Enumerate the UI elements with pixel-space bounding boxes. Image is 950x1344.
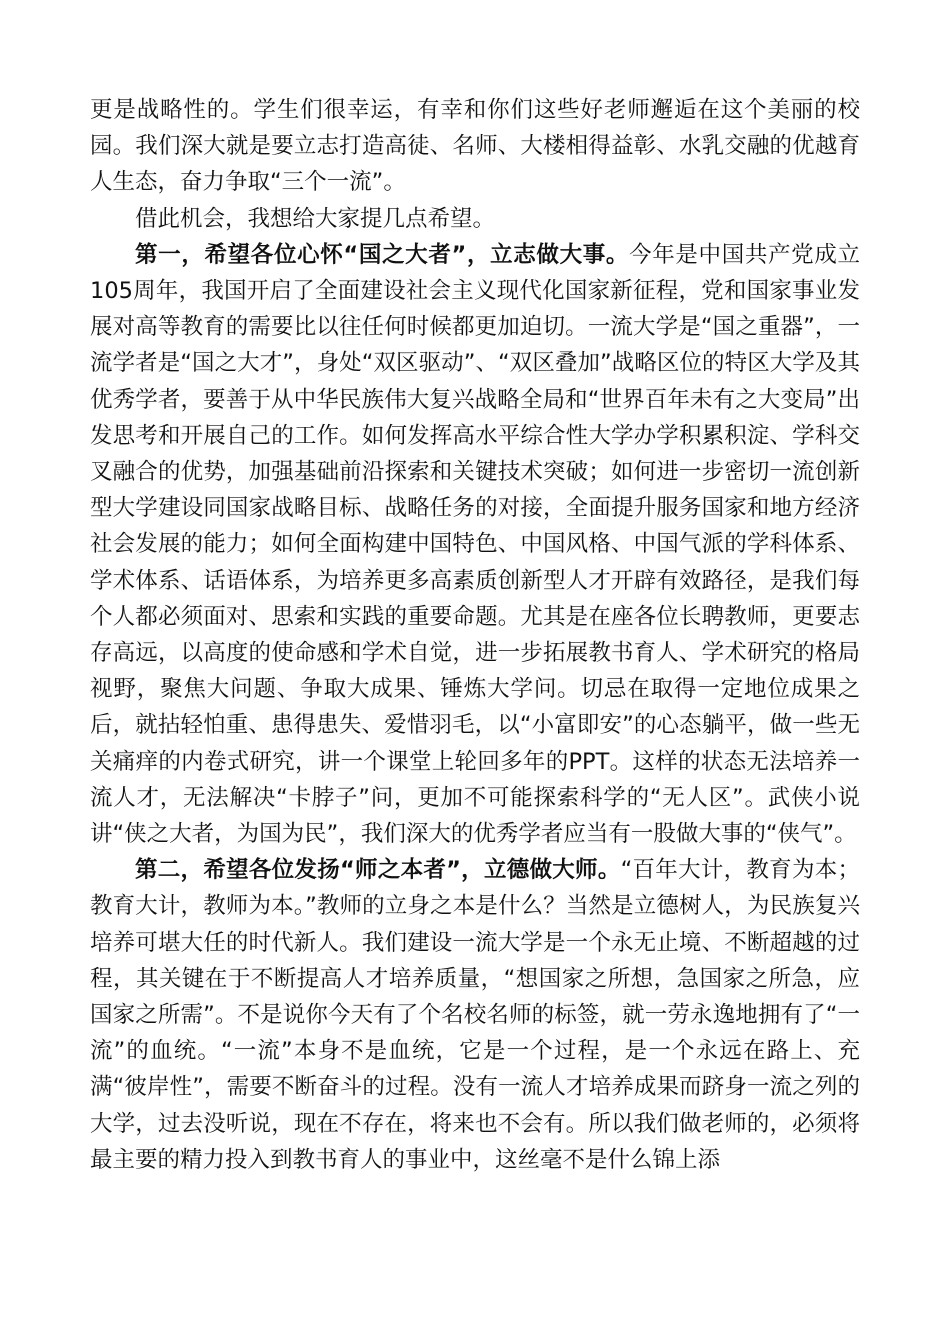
paragraph-1-text: 更是战略性的。学生们很幸运，有幸和你们这些好老师邂逅在这个美丽的校园。我们深大就是要立志打造高徒、名师、大楼相得益彰、水乳交融的优越育人生态，奋力争取“三个一流”。	[90, 97, 860, 196]
paragraph-4-heading: 第二，希望各位发扬“师之本者”，立德做大师。	[135, 857, 621, 884]
document-body	[90, 92, 860, 1178]
paragraph-1	[90, 92, 860, 201]
paragraph-3	[90, 237, 860, 852]
paragraph-3-text: 今年是中国共产党成立105周年，我国开启了全面建设社会主义现代化国家新征程，党和国家事业发展对高等教育的需要比以往任何时候都更加迫切。一流大学是“国之重器”，一流学者是“国之大才”，身处“双区驱动”、“双区叠加”战略区位的特区大学及其优秀学者，要善于从中华民族伟大复兴战略全局和“世界百年未有之大变局”出发思考和开展自己的工作。如何发挥高水平综合性大学办学积累积淀、学科交叉融合的优势，加强基础前沿探索和关键技术突破；如何进一步密切一流创新型大学建设同国家战略目标、战略任务的对接，全面提升服务国家和地方经济社会发展的能力；如何全面构建中国特色、中国风格、中国气派的学科体系、学术体系、话语体系，为培养更多高素质创新型人才开辟有效路径，是我们每个人都必须面对、思索和实践的重要命题。尤其是在座各位长聘教师，更要志存高远，以高度的使命感和学术自觉，进一步拓展教书育人、学术研究的格局视野，聚焦大问题、争取大成果、锤炼大学问。切忌在取得一定地位成果之后，就拈轻怕重、患得患失、爱惜羽毛，以“小富即安”的心态躺平，做一些无关痛痒的内卷式研究，讲一个课堂上轮回多年的PPT。这样的状态无法培养一流人才，无法解决“卡脖子”问，更加不可能探索科学的“无人区”。武侠小说讲“侠之大者，为国为民”，我们深大的优秀学者应当有一股做大事的“侠气”。	[90, 241, 860, 848]
paragraph-4-text: “百年大计，教育为本；教育大计，教师为本。”教师的立身之本是什么？当然是立德树人，为民族复兴培养可堪大任的时代新人。我们建设一流大学是一个永无止境、不断超越的过程，其关键在于不断提高人才培养质量，“想国家之所想，急国家之所急，应国家之所需”。不是说你今天有了个名校名师的标签，就一劳永逸地拥有了“一流”的血统。“一流”本身不是血统，它是一个过程，是一个永远在路上、充满“彼岸性”，需要不断奋斗的过程。没有一流人才培养成果而跻身一流之列的大学，过去没听说，现在不存在，将来也不会有。所以我们做老师的，必须将最主要的精力投入到教书育人的事业中，这丝毫不是什么锦上添	[90, 857, 860, 1173]
paragraph-4	[90, 852, 860, 1178]
paragraph-2-text: 借此机会，我想给大家提几点希望。	[135, 205, 496, 232]
paragraph-3-heading: 第一，希望各位心怀“国之大者”，立志做大事。	[135, 241, 630, 268]
paragraph-2	[90, 201, 860, 237]
